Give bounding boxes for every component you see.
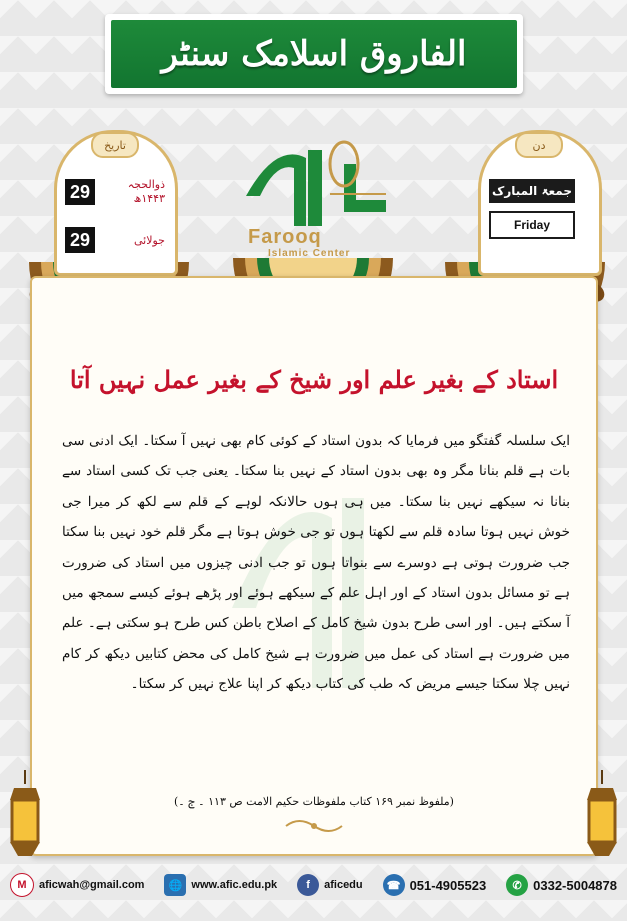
whatsapp-contact[interactable] bbox=[506, 874, 617, 896]
left-lantern-icon bbox=[4, 770, 46, 866]
day-english: Friday bbox=[489, 211, 575, 239]
phone-text: 051-4905523 bbox=[409, 877, 487, 893]
day-panel bbox=[478, 130, 602, 276]
hijri-month: ذوالحجہ bbox=[127, 178, 165, 191]
body-text: ایک سلسلہ گفتگو میں فرمایا کہ بدون استاد کے کوئی کام بھی نہیں آ سکتا۔ ایک ادنی سی بات ہے قلم بنانا مگر وہ بھی بدون استاد کے نہیں بنا سکتا۔ یعنی جب تک کسی استاد سے بنانا نہ سیکھے نہیں بنا سکتا۔ میں ہی ہوں حالانکہ لوہے کے قلم سے لکھ کر میرا جی خوش نہیں ہوتا سادہ قلم سے لکھتا ہوں تو جی خوش ہوتا ہے مگر قلم خود نہیں بنا سکتا جب ضرورت ہوتی ہے دوسرے سے بنواتا ہوں تو جب ادنی چیزوں میں استاد کی ضرورت ہے تو مسائل بدون استاد کے اور اہل علم کے سیکھے ہوئے اور پڑھے ہوئے کیسے سمجھ میں آ سکتے ہیں۔ اور اسی طرح بدون شیخ کامل کے اصلاح باطن کس طرح ہو سکتی ہے۔ علم میں ضرورت ہے استاد کی عمل میں ضرورت ہے شیخ کامل کی محض کتابیں دیکھ کر کام نہیں چلا سکتا جیسے مریض کہ طب کی کتاب دیکھ کر اپنا علاج نہیں کر سکتا۔ bbox=[62, 433, 570, 693]
header-banner bbox=[105, 14, 523, 94]
whatsapp-icon: ✆ bbox=[506, 874, 528, 896]
day-panel-label: دن bbox=[515, 132, 563, 158]
page-heading: استاد کے بغیر علم اور شیخ کے بغیر عمل نہیں آتا bbox=[69, 365, 559, 394]
facebook-contact[interactable] bbox=[297, 874, 363, 896]
day-urdu: جمعۃ المبارک bbox=[489, 179, 575, 203]
gregorian-month: جولائی bbox=[134, 234, 165, 247]
facebook-icon: f bbox=[297, 874, 319, 896]
website-text: www.afic.edu.pk bbox=[191, 879, 278, 891]
content-card bbox=[30, 276, 598, 856]
flourish-ornament bbox=[284, 816, 344, 836]
hijri-year: ۱۴۴۳ھ bbox=[133, 192, 165, 205]
header-title: الفاروق اسلامک سنٹر bbox=[161, 34, 467, 74]
phone-icon: ☎ bbox=[383, 874, 405, 896]
farooq-logo bbox=[236, 130, 396, 262]
right-lantern-icon bbox=[581, 770, 623, 866]
website-contact[interactable] bbox=[164, 874, 277, 896]
logo-name: Farooq bbox=[248, 226, 322, 248]
logo-subtitle: Islamic Center bbox=[268, 248, 351, 259]
email-text: aficwah@gmail.com bbox=[38, 879, 145, 891]
phone-contact[interactable] bbox=[383, 874, 487, 896]
email-contact[interactable] bbox=[10, 873, 144, 897]
facebook-text: aficedu bbox=[324, 879, 363, 891]
globe-icon: 🌐 bbox=[164, 874, 186, 896]
date-panel bbox=[54, 130, 178, 276]
gregorian-day: 29 bbox=[65, 227, 95, 253]
date-panel-label: تاریخ bbox=[91, 132, 139, 158]
hijri-day: 29 bbox=[65, 179, 95, 205]
reference-note: (ملفوظ نمبر ۱۶۹ کتاب ملفوظات حکیم الامت ص ۱۱۳ ۔ ج ۔) bbox=[174, 795, 454, 808]
contact-footer bbox=[0, 866, 627, 904]
gmail-icon: M bbox=[10, 873, 34, 897]
header-banner-inner bbox=[111, 20, 517, 88]
whatsapp-text: 0332-5004878 bbox=[533, 877, 617, 893]
